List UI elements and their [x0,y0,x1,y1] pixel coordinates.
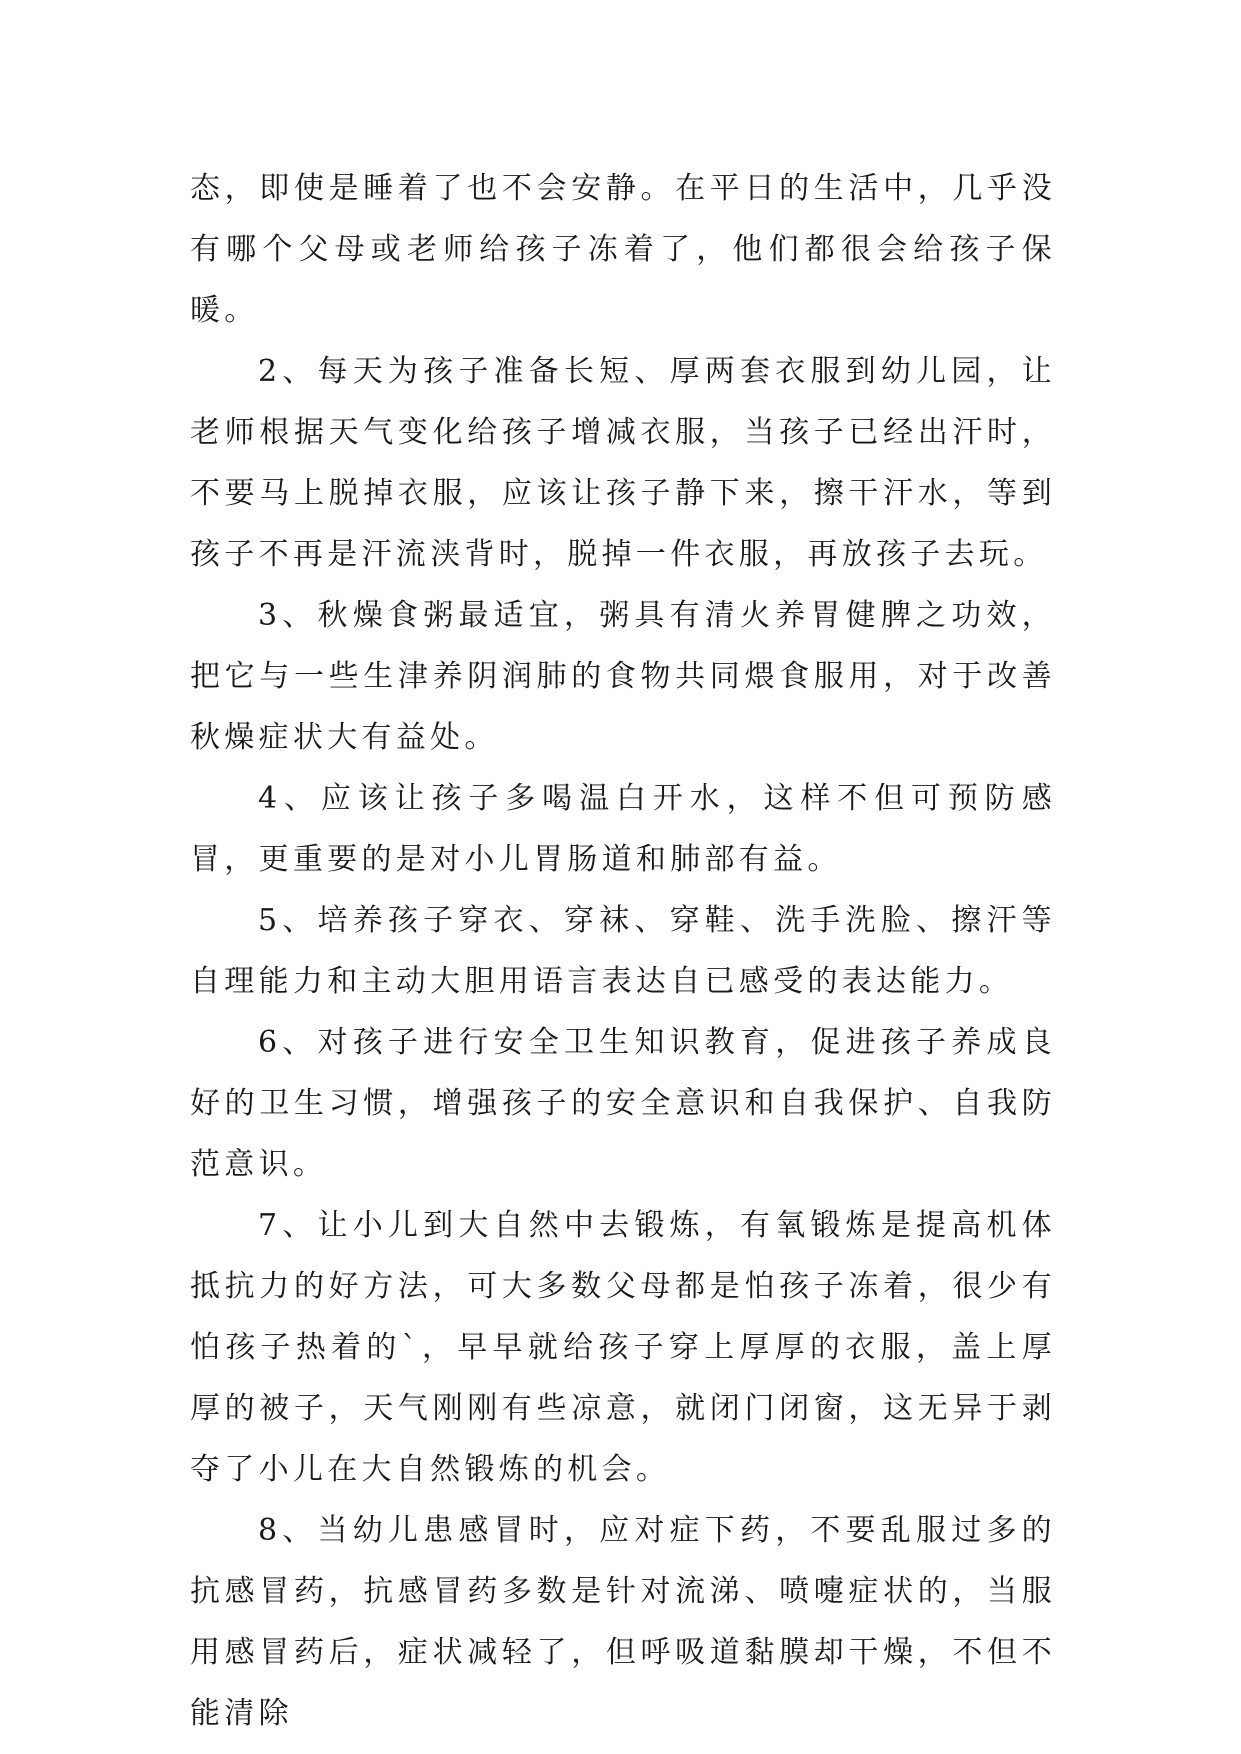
paragraph-item-5: 5、培养孩子穿衣、穿袜、穿鞋、洗手洗脸、擦汗等自理能力和主动大胆用语言表达自已感受的表达能力。 [190,903,1056,999]
paragraph-item-2: 2、每天为孩子准备长短、厚两套衣服到幼儿园，让老师根据天气变化给孩子增减衣服，当孩子已经出汗时，不要马上脱掉衣服，应该让孩子静下来，擦干汗水，等到孩子不再是汗流浃背时，脱掉一件衣服，再放孩子去玩。 [190,354,1056,572]
paragraph-item-3: 3、秋燥食粥最适宜，粥具有清火养胃健脾之功效，把它与一些生津养阴润肺的食物共同煨食服用，对于改善秋燥症状大有益处。 [190,598,1056,755]
paragraph-item-4: 4、应该让孩子多喝温白开水，这样不但可预防感冒，更重要的是对小儿胃肠道和肺部有益。 [190,781,1056,877]
paragraph-continuation: 态，即使是睡着了也不会安静。在平日的生活中，几乎没有哪个父母或老师给孩子冻着了，他们都很会给孩子保暖。 [190,171,1056,328]
paragraph-item-7: 7、让小儿到大自然中去锻炼，有氧锻炼是提高机体抵抗力的好方法，可大多数父母都是怕孩子冻着，很少有怕孩子热着的`，早早就给孩子穿上厚厚的衣服，盖上厚厚的被子，天气刚刚有些凉意，就闭门闭窗，这无异于剥夺了小儿在大自然锻炼的机会。 [190,1208,1056,1487]
document-body [190,158,1056,1744]
paragraph-item-8: 8、当幼儿患感冒时，应对症下药，不要乱服过多的抗感冒药，抗感冒药多数是针对流涕、喷嚏症状的，当服用感冒药后，症状减轻了，但呼吸道黏膜却干燥，不但不能清除 [190,1513,1056,1731]
paragraph-item-6: 6、对孩子进行安全卫生知识教育，促进孩子养成良好的卫生习惯，增强孩子的安全意识和自我保护、自我防范意识。 [190,1025,1056,1182]
